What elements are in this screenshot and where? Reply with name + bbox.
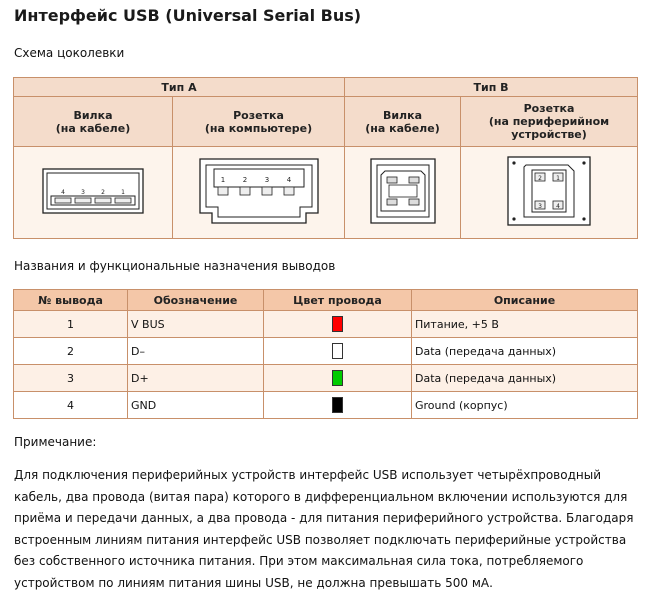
note-paragraph: Для подключения периферийных устройств интерфейс USB использует четырёхпроводный кабель, два провода (витая пара) которого в дифференциальном включении используются для приёма и передачи данных, а два провода - для питания периферийного устройства. Благодаря встроенным линиям питания интерфейс USB позволяет подключать периферийные устройства без собственного источника питания. При этом максимальная сила тока, потребляемого устройством по линиям питания шины USB, не должна превышать 500 мА. — [14, 468, 634, 590]
label-line: (на компьютере) — [204, 121, 313, 135]
pin-name: D+ — [128, 365, 264, 392]
type-b-plug-label — [345, 97, 461, 147]
pin-description: Data (передача данных) — [412, 338, 638, 365]
pin-label: 3 — [264, 176, 269, 184]
label-line: Розетка — [233, 108, 284, 122]
pin-name: V BUS — [128, 311, 264, 338]
usb-b-socket-drawing — [504, 153, 594, 229]
label-line: Вилка — [73, 108, 113, 122]
pin-description: Ground (корпус) — [412, 392, 638, 419]
note-heading: Примечание: — [14, 435, 97, 449]
pin-name: D– — [128, 338, 264, 365]
pin-label: 3 — [538, 203, 542, 210]
pin-name: GND — [128, 392, 264, 419]
pin-description: Data (передача данных) — [412, 365, 638, 392]
pin-number: 2 — [14, 338, 128, 365]
pins-table — [13, 289, 638, 419]
pin-label: 2 — [101, 189, 105, 196]
label-line: (на кабеле) — [365, 121, 440, 135]
table-row — [14, 392, 638, 419]
type-a-header: Тип A — [14, 78, 345, 97]
pin-label: 4 — [286, 176, 291, 184]
wire-color-swatch — [332, 370, 343, 386]
usb-b-socket-cell — [461, 147, 638, 239]
col-header-num: № вывода — [14, 290, 128, 311]
pinout-table — [13, 77, 638, 239]
pin-description: Питание, +5 В — [412, 311, 638, 338]
usb-b-plug-drawing — [363, 155, 443, 227]
usb-a-plug-drawing — [38, 161, 148, 221]
pins-heading: Названия и функциональные назначения выводов — [14, 259, 336, 273]
pin-label: 3 — [81, 189, 85, 196]
wire-color-swatch — [332, 343, 343, 359]
label-line: устройстве) — [511, 128, 587, 141]
pin-number: 4 — [14, 392, 128, 419]
wire-color-cell — [264, 311, 412, 338]
type-b-socket-label — [461, 97, 638, 147]
wire-color-cell — [264, 338, 412, 365]
label-line: Вилка — [382, 108, 423, 122]
pin-label: 4 — [556, 203, 560, 210]
pin-label: 4 — [61, 189, 65, 196]
col-header-name: Обозначение — [128, 290, 264, 311]
pin-label: 2 — [538, 175, 542, 182]
label-line: (на кабеле) — [55, 121, 131, 135]
pin-label: 1 — [556, 175, 560, 182]
pinout-heading — [14, 46, 124, 60]
table-row — [14, 311, 638, 338]
wire-color-swatch — [332, 316, 343, 332]
pin-label: 2 — [242, 176, 247, 184]
type-b-header: Тип B — [345, 78, 638, 97]
pin-label: 1 — [220, 176, 225, 184]
label-line: Розетка — [523, 102, 575, 115]
usb-b-plug-cell — [345, 147, 461, 239]
usb-a-socket-cell — [173, 147, 345, 239]
pin-number: 1 — [14, 311, 128, 338]
pin-number: 3 — [14, 365, 128, 392]
label-line: (на периферийном — [488, 115, 610, 128]
table-row — [14, 338, 638, 365]
usb-a-socket-drawing — [194, 153, 324, 229]
pin-label: 1 — [121, 189, 125, 196]
usb-a-plug-cell — [14, 147, 173, 239]
col-header-desc: Описание — [412, 290, 638, 311]
type-a-plug-label — [14, 97, 173, 147]
wire-color-swatch — [332, 397, 343, 413]
wire-color-cell — [264, 365, 412, 392]
page-title: Интерфейс USB (Universal Serial Bus) — [14, 6, 362, 25]
col-header-color: Цвет провода — [264, 290, 412, 311]
type-a-socket-label — [173, 97, 345, 147]
wire-color-cell — [264, 392, 412, 419]
table-row — [14, 365, 638, 392]
pinout-heading-text: Схема цоколевки — [14, 46, 125, 60]
